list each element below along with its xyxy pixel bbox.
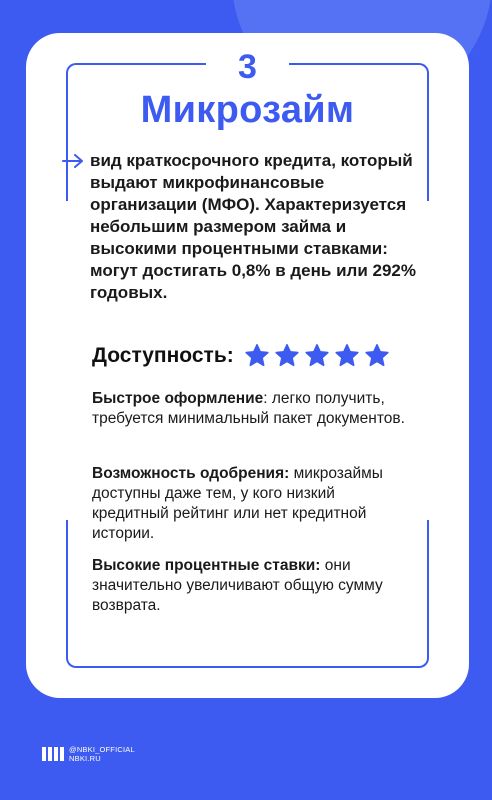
frame-line [66,520,68,640]
definition-text: вид краткосрочного кредита, который выдают микрофинансовые организации (МФО). Характеризуется небольшим размером займа и высокими процентными ставками: могут достигать 0,8% в день или 292% годовых. [90,151,416,302]
point-text: они значительно увеличивают общую сумму возврата. [92,557,383,614]
point-text: : легко получить, требуется минимальный пакет документов. [92,390,405,427]
card-title: Микрозайм [140,89,355,131]
nbki-logo-icon [42,747,64,761]
point-text: микрозаймы доступны даже тем, у кого низкий кредитный рейтинг или нет кредитной истории. [92,465,383,542]
rating-stars [244,343,390,369]
star-icon [364,343,390,369]
point-approval [92,464,412,544]
footer-handle: @NBKI_OFFICIAL [69,745,135,754]
frame-corner [66,638,96,668]
card-number: 3 [238,48,257,86]
footer [42,745,135,763]
footer-site: NBKI.RU [69,754,101,763]
point-title: Быстрое оформление [92,390,264,407]
arrow-right-icon [62,154,84,168]
point-high-rates [92,556,412,616]
frame-line [94,666,401,668]
point-fast-processing [92,389,412,429]
frame-corner [399,638,429,668]
availability-row [92,343,390,369]
star-icon [304,343,330,369]
availability-label: Доступность: [92,344,234,367]
frame-line [427,520,429,640]
star-icon [334,343,360,369]
info-card [26,33,469,698]
definition-block [90,150,420,304]
star-icon [274,343,300,369]
point-title: Возможность одобрения: [92,465,290,482]
point-title: Высокие процентные ставки: [92,557,321,574]
star-icon [244,343,270,369]
